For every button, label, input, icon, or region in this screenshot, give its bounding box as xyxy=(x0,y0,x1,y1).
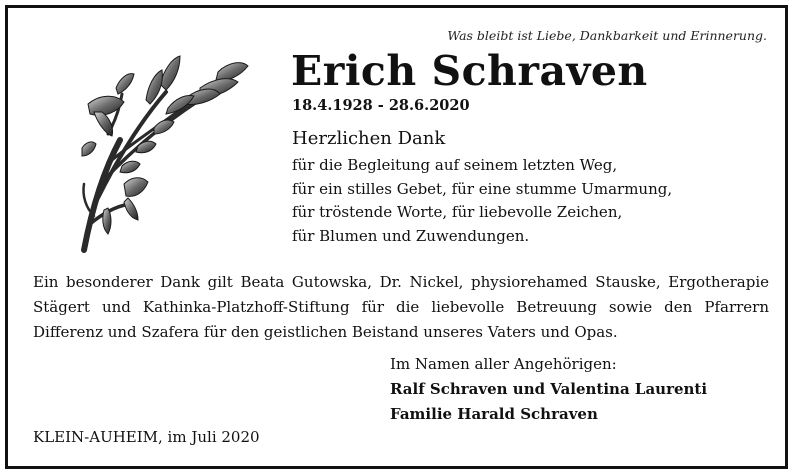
special-thanks-line: Ein besonderer Dank gilt Beata Gutowska, Dr. Nickel, physiorehamed Stauske, Ergotherapie xyxy=(33,273,769,291)
signer-name: Familie Harald Schraven xyxy=(390,405,598,423)
motto: Was bleibt ist Liebe, Dankbarkeit und Erinnerung. xyxy=(447,28,767,43)
special-thanks-paragraph xyxy=(33,270,769,345)
signer-name: Ralf Schraven und Valentina Laurenti xyxy=(390,380,708,398)
signature-block xyxy=(390,352,707,427)
thanks-line: für Blumen und Zuwendungen. xyxy=(292,226,530,245)
place-date: KLEIN-AUHEIM, im Juli 2020 xyxy=(33,428,260,446)
special-thanks-line: Differenz und Szafera für den geistlichen Beistand unseres Vaters und Opas. xyxy=(33,323,618,341)
life-dates: 18.4.1928 - 28.6.2020 xyxy=(292,97,470,114)
obituary-notice xyxy=(5,5,788,469)
deceased-name: Erich Schraven xyxy=(291,47,648,95)
thanks-lines xyxy=(292,154,672,248)
special-thanks-line: Stägert und Kathinka-Platzhoff-Stiftung für die liebevolle Betreuung sowie den Pfarrern xyxy=(33,298,769,316)
wheat-ears-icon xyxy=(68,48,250,254)
signature-intro: Im Namen aller Angehörigen: xyxy=(390,355,617,373)
thanks-heading: Herzlichen Dank xyxy=(292,128,446,149)
thanks-line: für die Begleitung auf seinem letzten Weg, xyxy=(292,156,618,174)
thanks-line: für tröstende Worte, für liebevolle Zeichen, xyxy=(292,203,623,221)
thanks-line: für ein stilles Gebet, für eine stumme Umarmung, xyxy=(292,179,673,198)
